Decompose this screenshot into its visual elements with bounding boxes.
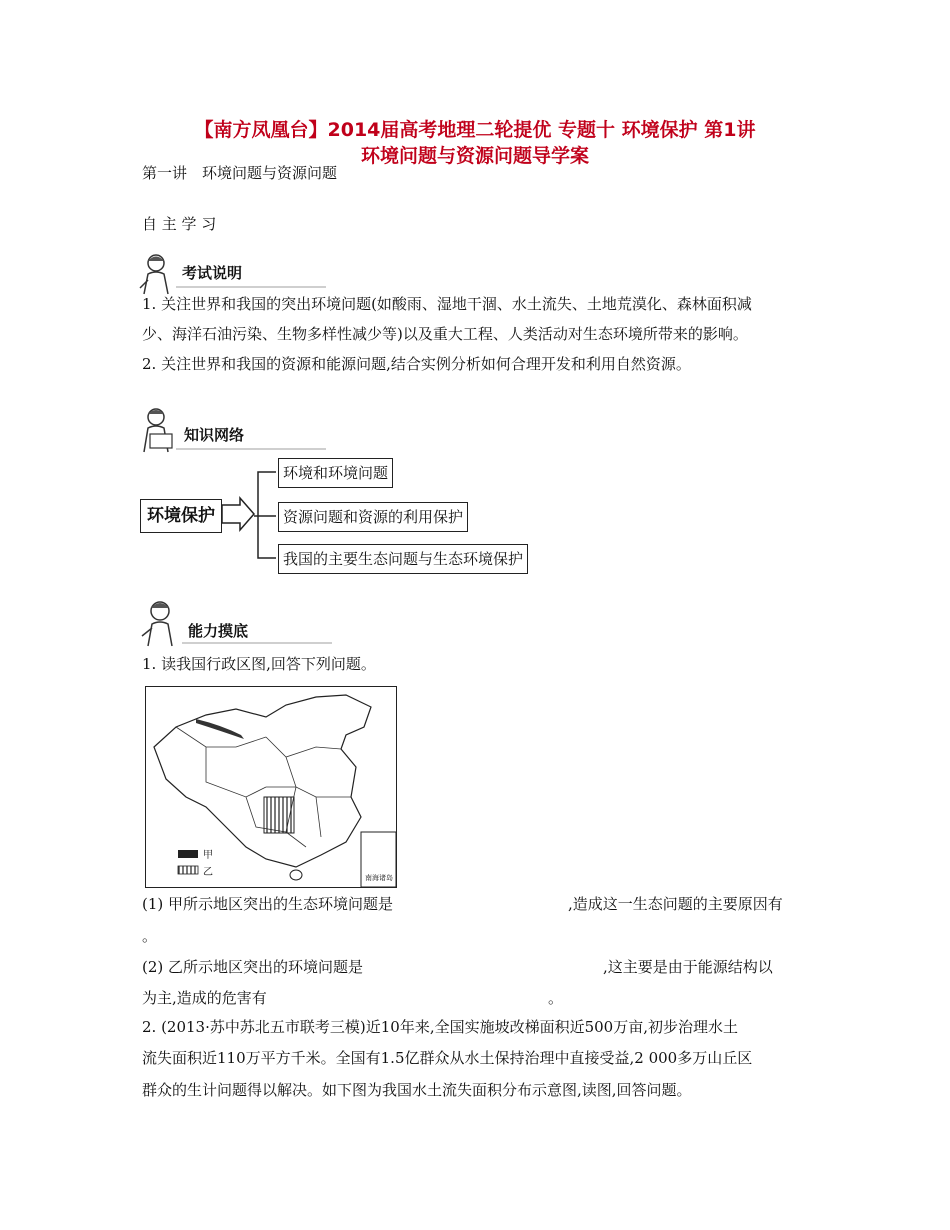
document-title-line2: 环境问题与资源问题导学案 — [360, 145, 589, 167]
exam-section-header — [136, 252, 336, 296]
q1-1-part-b: ,造成这一生态问题的主要原因有 — [568, 895, 783, 913]
q2-line3: 群众的生计问题得以解决。如下图为我国水土流失面积分布示意图,读图,回答问题。 — [142, 1081, 692, 1099]
teacher-icon — [136, 598, 184, 648]
lecture-heading: 第一讲 环境问题与资源问题 — [142, 164, 338, 182]
china-admin-map — [145, 686, 397, 888]
network-branch-environment: 环境和环境问题 — [278, 458, 393, 488]
china-map-outline — [146, 687, 396, 887]
network-branch-ecology: 我国的主要生态问题与生态环境保护 — [278, 544, 528, 574]
teacher-reading-icon — [136, 406, 180, 454]
self-study-heading: 自 主 学 习 — [142, 215, 217, 233]
q1-2-part-a: (2) 乙所示地区突出的环境问题是 — [142, 958, 364, 976]
ability-section-header — [136, 598, 336, 642]
ability-section-title: 能力摸底 — [188, 622, 249, 640]
document-title-line1: 【南方凤凰台】2014届高考地理二轮提优 专题十 环境保护 第1讲 — [194, 119, 756, 141]
q1-2-part-b: ,这主要是由于能源结构以 — [603, 958, 773, 976]
q1-2-part-d: 。 — [548, 989, 564, 1007]
network-section-header — [136, 406, 336, 450]
network-section-title: 知识网络 — [184, 426, 245, 444]
teacher-icon — [136, 252, 176, 296]
q2-line1: 2. (2013·苏中苏北五市联考三模)近10年来,全国实施坡改梯面积近500万亩,初步治理水土 — [142, 1018, 738, 1036]
section-rule — [176, 286, 326, 288]
exam-item-1-line2: 少、海洋石油污染、生物多样性减少等)以及重大工程、人类活动对生态环境所带来的影响。 — [142, 325, 748, 343]
exam-item-1-line1: 1. 关注世界和我国的突出环境问题(如酸雨、湿地干涸、水土流失、土地荒漠化、森林面积减 — [142, 295, 752, 313]
q1-1-part-a: (1) 甲所示地区突出的生态环境问题是 — [142, 895, 394, 913]
network-main-node: 环境保护 — [140, 499, 222, 533]
inset-label: 南海诸岛 — [365, 874, 393, 882]
q1-1-part-c: 。 — [142, 927, 158, 945]
legend-label-jia: 甲 — [203, 850, 213, 861]
network-branch-resources: 资源问题和资源的利用保护 — [278, 502, 468, 532]
section-rule — [182, 642, 332, 644]
question-1-prompt: 1. 读我国行政区图,回答下列问题。 — [142, 655, 376, 673]
exam-item-2: 2. 关注世界和我国的资源和能源问题,结合实例分析如何合理开发和利用自然资源。 — [142, 355, 691, 373]
exam-section-title: 考试说明 — [182, 264, 243, 282]
q2-line2: 流失面积近110万平方千米。全国有1.5亿群众从水土保持治理中直接受益,2 000多万山丘区 — [142, 1049, 753, 1067]
legend-label-yi: 乙 — [203, 867, 213, 878]
q1-2-part-c: 为主,造成的危害有 — [142, 989, 267, 1007]
